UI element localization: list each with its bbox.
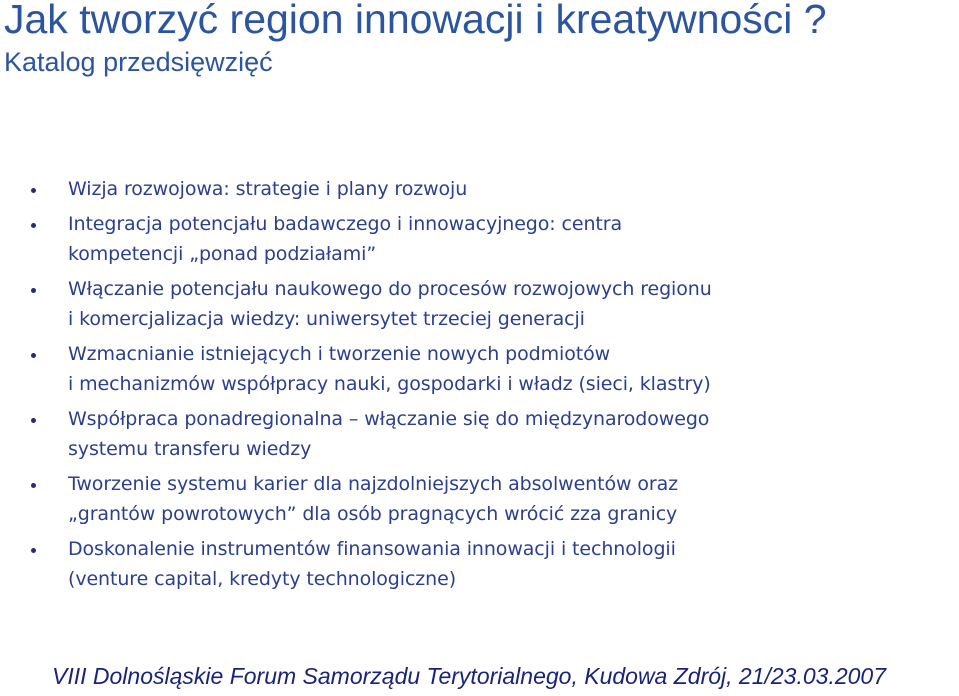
bullet-line: „grantów powrotowych” dla osób pragnących wrócić zza granicy xyxy=(68,503,678,525)
bullet-item xyxy=(28,469,953,529)
slide-footer: VIII Dolnośląskie Forum Samorządu Terytorialnego, Kudowa Zdrój, 21/23.03.2007 xyxy=(52,663,886,689)
bullet-line: Wzmacnianie istniejących i tworzenie nowych podmiotów xyxy=(68,343,611,365)
bullet-dot-icon xyxy=(31,353,36,358)
bullet-line: Współpraca ponadregionalna – włączanie się do międzynarodowego xyxy=(68,408,710,430)
bullet-dot-icon xyxy=(31,418,36,423)
bullet-list xyxy=(28,174,953,599)
bullet-line: kompetencji „ponad podziałami” xyxy=(68,243,377,265)
bullet-line: Wizja rozwojowa: strategie i plany rozwoju xyxy=(68,178,468,200)
bullet-line: i komercjalizacja wiedzy: uniwersytet trzeciej generacji xyxy=(68,308,585,330)
bullet-dot-icon xyxy=(31,483,36,488)
bullet-dot-icon xyxy=(31,288,36,293)
slide-subtitle: Katalog przedsięwzięć xyxy=(4,47,273,77)
bullet-line: (venture capital, kredyty technologiczne) xyxy=(68,568,457,590)
bullet-item xyxy=(28,534,953,594)
bullet-item xyxy=(28,209,953,269)
bullet-item xyxy=(28,339,953,399)
bullet-dot-icon xyxy=(31,188,36,193)
bullet-dot-icon xyxy=(31,548,36,553)
bullet-line: Integracja potencjału badawczego i innowacyjnego: centra xyxy=(68,213,623,235)
bullet-line: systemu transferu wiedzy xyxy=(68,438,312,460)
bullet-item xyxy=(28,274,953,334)
bullet-line: i mechanizmów współpracy nauki, gospodarki i władz (sieci, klastry) xyxy=(68,373,711,395)
bullet-line: Doskonalenie instrumentów finansowania innowacji i technologii xyxy=(68,538,676,560)
bullet-dot-icon xyxy=(31,223,36,228)
bullet-item xyxy=(28,174,953,204)
bullet-line: Włączanie potencjału naukowego do procesów rozwojowych regionu xyxy=(68,278,712,300)
bullet-item xyxy=(28,404,953,464)
slide-title: Jak tworzyć region innowacji i kreatywności ? xyxy=(4,0,827,42)
bullet-line: Tworzenie systemu karier dla najzdolniejszych absolwentów oraz xyxy=(68,473,679,495)
